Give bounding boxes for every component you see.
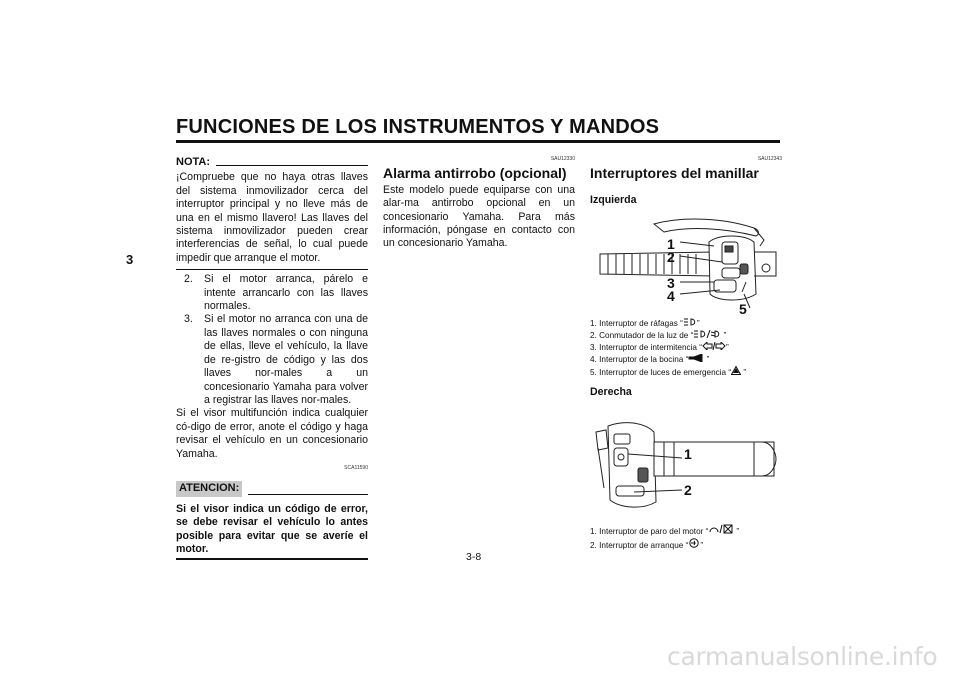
ref-code: SAU12343 [757,156,782,162]
middle-column [383,153,575,251]
page-title: FUNCIONES DE LOS INSTRUMENTOS Y MANDOS [176,116,660,138]
atencion-label: ATENCION: [176,481,242,496]
list-item: 2. Si el motor arranca, párelo e intente arrancarlo con las llaves normales. [184,273,368,313]
error-paragraph: Si el visor multifunción indica cualquier có-digo de error, anote el código y haga revisar el vehículo en un concesionario Yamaha. [176,407,368,460]
atencion-text: Si el visor indica un código de error, se debe revisar el vehículo lo antes posible para evitar que se averíe el motor. [176,502,368,555]
legend-item: 2. Conmutador de la luz de “ ” [590,331,727,340]
page-number: 3-8 [466,551,482,563]
steps-list [176,273,368,407]
callout-5: 5 [739,301,747,317]
dimmer-icon [693,331,721,340]
atencion-rule [248,494,368,495]
left-column [176,156,368,560]
atencion-header [176,481,368,496]
nota-header [176,156,368,169]
nota-text: ¡Compruebe que no haya otras llaves del sistema inmovilizador cerca del interruptor principal y no lleve más de una en el mismo llavero! Las llaves del sistema inmovilizador pueden crear interferencias de señal, lo cual puede impedir que arranque el motor. [176,171,368,264]
callout-2: 2 [684,482,692,498]
ref-code: SAU12330 [550,156,575,162]
left-label: Izquierda [590,193,637,206]
right-handlebar-illustration [594,418,784,513]
list-item: 3. Si el motor no arranca con una de las llaves normales o con ninguna de ellas, lleve el vehículo, la llave de re-gistro de código y las dos llaves nor-males a un concesionario Yamaha para volver a registrar las llaves nor-males. [184,313,368,406]
watermark: carmanualsonline.info [667,642,938,671]
hazard-icon [731,368,741,377]
right-column [590,153,782,207]
left-handlebar-illustration [594,212,784,317]
chapter-tab: 3 [126,252,142,274]
horn-icon [688,355,704,364]
legend-item: 5. Interruptor de luces de emergencia “ ” [590,368,747,377]
nota-label: NOTA: [176,156,211,168]
left-legend [590,318,785,379]
legend-item: 3. Interruptor de intermitencia “ ” [590,343,729,352]
callout-1: 1 [684,446,692,462]
nota-rule [216,165,368,166]
atencion-end-rule [176,558,368,560]
engine-stop-icon [708,527,736,536]
callout-4: 4 [667,288,675,304]
right-label: Derecha [590,386,632,398]
callout-3: 3 [667,275,675,291]
right-legend [590,524,785,552]
legend-item: 4. Interruptor de la bocina “ ” [590,355,710,364]
nota-end-rule [176,269,368,270]
legend-item: 2. Interruptor de arranque “ ” [590,538,785,552]
legend-item: 1. Interruptor de paro del motor “ ” [590,527,740,536]
section-heading: Alarma antirrobo (opcional) [383,165,567,182]
passing-light-icon [683,319,697,328]
callout-1: 1 [667,236,675,252]
section-text: Este modelo puede equiparse con una alar-ma antirrobo opcional en un concesionario Yamaha. Para más información, póngase en contacto con un concesionario Yamaha. [383,183,575,250]
start-icon [688,541,700,550]
legend-item: 1. Interruptor de ráfagas “ ” [590,319,700,328]
ref-code: SCA11590 [344,464,368,471]
section-heading: Interruptores del manillar [590,165,759,182]
callout-2: 2 [667,249,675,265]
title-rule [176,140,780,143]
turn-signal-icon [702,343,726,352]
